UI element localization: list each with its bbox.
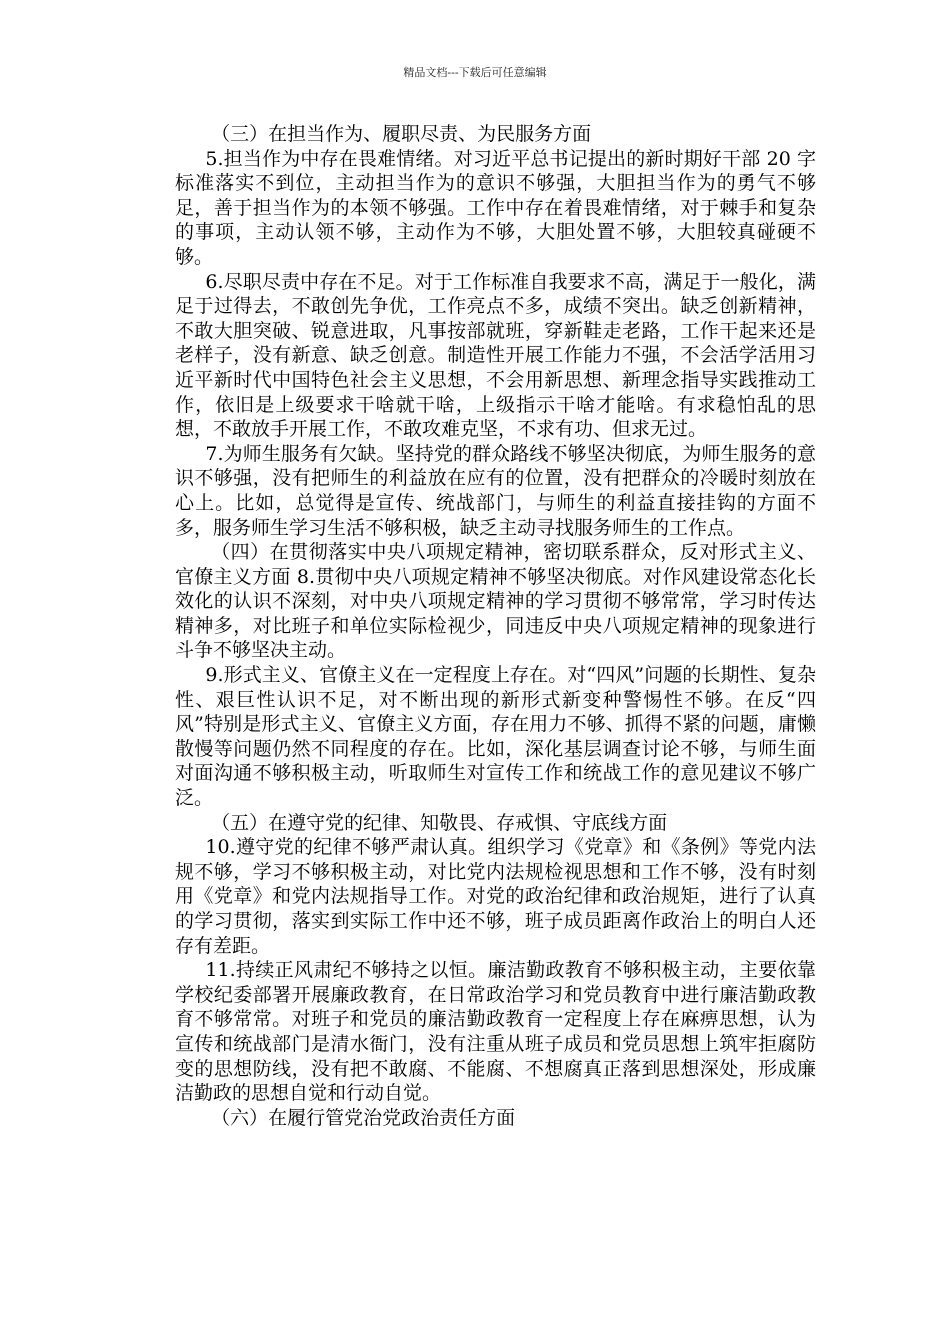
page-header: 精品文档---下载后可任意编辑 [403, 66, 547, 79]
section-heading-4: （四）在贯彻落实中央八项规定精神，密切联系群众，反对形式主义、官僚主义方面 8.贯彻中央八项规定精神不够坚决彻底。对作风建设常态化长效化的认识不深刻，对中央八项规定精神的学习贯彻不够常常，学习时传达精神多，对比班子和单位实际检视少，同违反中央八项规定精神的现象进行斗争不够坚决主动。 [175, 541, 816, 662]
paragraph-5: 5.担当作为中存在畏难情绪。对习近平总书记提出的新时期好干部 20 字标准落实不到位，主动担当作为的意识不够强，大胆担当作为的勇气不够足，善于担当作为的本领不够强。工作中存在着畏难情绪，对于棘手和复杂的事项，主动认领不够，主动作为不够，大胆处置不够，大胆较真碰硬不够。 [175, 147, 816, 268]
section-heading-5: （五）在遵守党的纪律、知敬畏、存戒惧、守底线方面 [211, 811, 668, 834]
paragraph-7: 7.为师生服务有欠缺。坚持党的群众路线不够坚决彻底，为师生服务的意识不够强，没有把师生的利益放在应有的位置，没有把群众的冷暖时刻放在心上。比如，总觉得是宣传、统战部门，与师生的利益直接挂钩的方面不多，服务师生学习生活不够积极，缺乏主动寻找服务师生的工作点。 [175, 442, 816, 539]
paragraph-10: 10.遵守党的纪律不够严肃认真。组织学习《党章》和《条例》等党内法规不够，学习不够积极主动，对比党内法规检视思想和工作不够，没有时刻用《党章》和党内法规指导工作。对党的政治纪律和政治规矩，进行了认真的学习贯彻，落实到实际工作中还不够，班子成员距离作政治上的明白人还存有差距。 [175, 836, 816, 957]
section-heading-3: （三）在担当作为、履职尽责、为民服务方面 [211, 123, 592, 145]
paragraph-6: 6.尽职尽责中存在不足。对于工作标准自我要求不高，满足于一般化，满足于过得去，不敢创先争优，工作亮点不多，成绩不突出。缺乏创新精神，不敢大胆突破、锐意进取，凡事按部就班，穿新鞋走老路，工作干起来还是老样子，没有新意、缺乏创意。制造性开展工作能力不强，不会活学活用习近平新时代中国特色社会主义思想，不会用新思想、新理念指导实践推动工作，依旧是上级要求干啥就干啥，上级指示干啥才能啥。有求稳怕乱的思想，不敢放手开展工作，不敢攻难克坚，不求有功、但求无过。 [175, 270, 816, 441]
document-body [175, 122, 816, 1130]
section-heading-6: （六）在履行管党治党政治责任方面 [211, 1106, 516, 1129]
paragraph-9: 9.形式主义、官僚主义在一定程度上存在。对“四风”问题的长期性、复杂性、艰巨性认识不足，对不断出现的新形式新变种警惕性不够。在反“四风”特别是形式主义、官僚主义方面，存在用力不够、抓得不紧的问题，庸懒散慢等问题仍然不同程度的存在。比如，深化基层调查讨论不够，与师生面对面沟通不够积极主动，听取师生对宣传工作和统战工作的意见建议不够广泛。 [175, 664, 816, 810]
paragraph-11: 11.持续正风肃纪不够持之以恒。廉洁勤政教育不够积极主动，主要依靠学校纪委部署开展廉政教育，在日常政治学习和党员教育中进行廉洁勤政教育不够常常。对班子和党员的廉洁勤政教育一定程度上存在麻痹思想，认为宣传和统战部门是清水衙门，没有注重从班子成员和党员思想上筑牢拒腐防变的思想防线，没有把不敢腐、不能腐、不想腐真正落到思想深处，形成廉洁勤政的思想自觉和行动自觉。 [175, 959, 816, 1105]
